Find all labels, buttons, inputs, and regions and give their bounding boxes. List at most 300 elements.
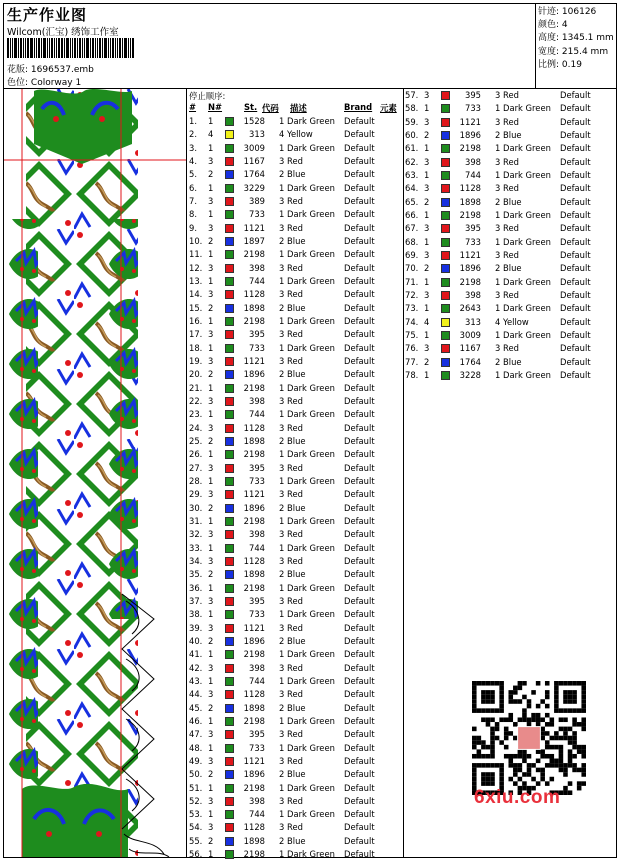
row-brand: Default — [560, 223, 591, 234]
color-swatch — [225, 357, 234, 366]
row-needle: 4 — [424, 316, 430, 327]
table-row — [189, 755, 399, 768]
row-brand: Default — [344, 569, 375, 580]
row-needle: 2 — [208, 702, 214, 713]
row-description: Blue — [287, 702, 306, 713]
table-row — [189, 195, 399, 208]
table-row — [189, 142, 399, 155]
row-index: 39. — [189, 622, 203, 633]
row-description: Blue — [287, 235, 306, 246]
row-code: 733 — [249, 609, 265, 620]
row-color-index: 3 — [279, 529, 285, 540]
row-description: Dark Green — [287, 449, 335, 460]
row-needle: 2 — [208, 769, 214, 780]
row-brand: Default — [344, 275, 375, 286]
color-swatch — [225, 290, 234, 299]
row-description: Dark Green — [287, 542, 335, 553]
row-description: Dark Green — [287, 409, 335, 420]
row-brand: Default — [344, 422, 375, 433]
color-swatch — [225, 170, 234, 179]
row-color-index: 3 — [495, 90, 501, 100]
color-swatch — [225, 157, 234, 166]
row-needle: 3 — [208, 755, 214, 766]
row-brand: Default — [344, 622, 375, 633]
row-code: 1896 — [243, 635, 265, 646]
row-needle: 1 — [208, 809, 214, 820]
table-row — [405, 116, 615, 129]
row-description: Red — [503, 223, 519, 234]
row-needle: 2 — [208, 169, 214, 180]
row-code: 395 — [249, 729, 265, 740]
color-swatch — [225, 330, 234, 339]
color-swatch — [225, 370, 234, 379]
row-brand: Default — [344, 729, 375, 740]
row-color-index: 2 — [279, 369, 285, 380]
stat-colors: 颜色: 4 — [538, 20, 568, 31]
row-description: Dark Green — [287, 809, 335, 820]
color-swatch — [225, 530, 234, 539]
row-color-index: 3 — [495, 249, 501, 260]
color-swatch — [225, 850, 234, 859]
color-swatch — [225, 464, 234, 473]
row-index: 1. — [189, 116, 197, 126]
table-row — [189, 648, 399, 661]
row-index: 35. — [189, 569, 203, 580]
row-description: Red — [287, 289, 303, 300]
row-needle: 1 — [208, 182, 214, 193]
color-swatch — [225, 584, 234, 593]
row-color-index: 1 — [495, 303, 501, 314]
row-brand: Default — [344, 435, 375, 446]
row-code: 1128 — [243, 689, 265, 700]
row-code: 1764 — [243, 169, 265, 180]
design-file-label: 花版: — [7, 65, 29, 75]
table-row — [189, 382, 399, 395]
row-index: 78. — [405, 369, 419, 380]
color-swatch — [225, 544, 234, 553]
row-index: 52. — [189, 795, 203, 806]
color-swatch — [225, 397, 234, 406]
row-description: Dark Green — [287, 142, 335, 153]
color-swatch — [225, 810, 234, 819]
row-code: 1121 — [243, 222, 265, 233]
row-brand: Default — [560, 156, 591, 167]
row-needle: 1 — [208, 382, 214, 393]
row-color-index: 2 — [279, 502, 285, 513]
row-needle: 2 — [424, 129, 430, 140]
row-brand: Default — [560, 289, 591, 300]
row-code: 2198 — [243, 782, 265, 793]
row-needle: 3 — [208, 329, 214, 340]
row-index: 46. — [189, 715, 203, 726]
row-code: 744 — [465, 169, 481, 180]
color-swatch — [225, 757, 234, 766]
table-row — [405, 222, 615, 235]
row-needle: 3 — [208, 355, 214, 366]
color-swatch — [441, 264, 450, 273]
row-description: Dark Green — [287, 715, 335, 726]
color-swatch — [441, 358, 450, 367]
row-description: Dark Green — [503, 276, 551, 287]
row-description: Dark Green — [503, 209, 551, 220]
row-brand: Default — [344, 262, 375, 273]
color-swatch — [441, 104, 450, 113]
row-brand: Default — [344, 249, 375, 260]
row-index: 47. — [189, 729, 203, 740]
row-needle: 3 — [208, 795, 214, 806]
row-code: 2198 — [459, 276, 481, 287]
row-code: 1896 — [243, 369, 265, 380]
row-index: 37. — [189, 595, 203, 606]
row-brand: Default — [344, 515, 375, 526]
design-file-name: 1696537.emb — [30, 65, 94, 75]
row-description: Blue — [287, 835, 306, 846]
row-brand: Default — [344, 755, 375, 766]
color-swatch — [441, 318, 450, 327]
color-swatch — [225, 224, 234, 233]
col-header-element: 元素 — [380, 103, 397, 113]
row-description: Dark Green — [287, 249, 335, 260]
row-code: 398 — [465, 156, 481, 167]
row-needle: 1 — [208, 409, 214, 420]
row-code: 1896 — [243, 769, 265, 780]
row-index: 69. — [405, 249, 419, 260]
row-description: Dark Green — [503, 329, 551, 340]
row-brand: Default — [344, 502, 375, 513]
row-index: 42. — [189, 662, 203, 673]
row-code: 744 — [249, 275, 265, 286]
row-brand: Default — [344, 849, 375, 860]
row-color-index: 1 — [495, 209, 501, 220]
row-code: 2198 — [459, 143, 481, 154]
row-color-index: 3 — [495, 223, 501, 234]
row-needle: 2 — [208, 302, 214, 313]
row-description: Dark Green — [503, 169, 551, 180]
color-swatch — [225, 517, 234, 526]
row-description: Blue — [287, 635, 306, 646]
row-code: 1128 — [243, 422, 265, 433]
row-color-index: 1 — [279, 342, 285, 353]
row-description: Red — [503, 183, 519, 194]
table-row — [189, 555, 399, 568]
row-needle: 1 — [208, 782, 214, 793]
row-description: Dark Green — [287, 382, 335, 393]
row-index: 43. — [189, 675, 203, 686]
color-swatch — [225, 210, 234, 219]
row-index: 7. — [189, 195, 197, 206]
row-index: 19. — [189, 355, 203, 366]
row-color-index: 1 — [279, 782, 285, 793]
table-row — [189, 355, 399, 368]
row-index: 11. — [189, 249, 203, 260]
table-row — [405, 342, 615, 355]
color-swatch — [225, 237, 234, 246]
col-header-code: 代码 — [262, 103, 279, 113]
row-brand: Default — [344, 582, 375, 593]
table-row — [189, 662, 399, 675]
row-description: Dark Green — [287, 609, 335, 620]
row-description: Dark Green — [503, 303, 551, 314]
row-description: Dark Green — [287, 849, 335, 860]
table-row — [189, 515, 399, 528]
row-color-index: 3 — [495, 183, 501, 194]
row-color-index: 2 — [279, 302, 285, 313]
row-index: 13. — [189, 275, 203, 286]
row-color-index: 3 — [279, 355, 285, 366]
row-index: 26. — [189, 449, 203, 460]
row-index: 44. — [189, 689, 203, 700]
row-index: 32. — [189, 529, 203, 540]
table-header-row — [189, 102, 402, 115]
color-swatch — [225, 650, 234, 659]
row-index: 17. — [189, 329, 203, 340]
row-brand: Default — [560, 236, 591, 247]
row-code: 1121 — [243, 622, 265, 633]
design-file-line — [7, 62, 94, 75]
row-needle: 3 — [208, 195, 214, 206]
row-color-index: 2 — [279, 169, 285, 180]
row-color-index: 3 — [279, 462, 285, 473]
row-needle: 2 — [208, 569, 214, 580]
row-code: 733 — [249, 342, 265, 353]
color-swatch — [441, 251, 450, 260]
color-swatch — [441, 238, 450, 247]
row-code: 1167 — [243, 155, 265, 166]
row-color-index: 1 — [279, 475, 285, 486]
row-code: 1528 — [243, 116, 265, 126]
row-brand: Default — [344, 809, 375, 820]
qr-logo-icon — [518, 727, 541, 750]
row-description: Red — [287, 555, 303, 566]
row-brand: Default — [344, 689, 375, 700]
row-index: 53. — [189, 809, 203, 820]
color-swatch — [225, 277, 234, 286]
row-code: 744 — [249, 542, 265, 553]
row-description: Red — [503, 289, 519, 300]
row-brand: Default — [344, 142, 375, 153]
row-brand: Default — [344, 795, 375, 806]
row-description: Blue — [503, 196, 522, 207]
color-swatch — [441, 224, 450, 233]
table-row — [189, 115, 399, 128]
row-needle: 3 — [424, 90, 430, 100]
row-description: Red — [287, 329, 303, 340]
row-brand: Default — [344, 649, 375, 660]
row-code: 1764 — [459, 356, 481, 367]
row-description: Red — [287, 355, 303, 366]
row-needle: 3 — [208, 262, 214, 273]
row-needle: 1 — [424, 169, 430, 180]
row-color-index: 2 — [495, 356, 501, 367]
row-needle: 2 — [424, 196, 430, 207]
table-row — [189, 448, 399, 461]
stat-width: 宽度: 215.4 mm — [538, 46, 609, 57]
row-index: 40. — [189, 635, 203, 646]
row-index: 24. — [189, 422, 203, 433]
table-row — [405, 356, 615, 369]
color-swatch — [225, 570, 234, 579]
row-index: 72. — [405, 289, 419, 300]
row-code: 313 — [465, 316, 481, 327]
color-swatch — [225, 304, 234, 313]
row-code: 2198 — [459, 209, 481, 220]
row-index: 33. — [189, 542, 203, 553]
table-row — [189, 488, 399, 501]
row-index: 58. — [405, 103, 419, 114]
row-code: 1896 — [459, 129, 481, 140]
row-color-index: 2 — [279, 235, 285, 246]
row-brand: Default — [344, 782, 375, 793]
row-brand: Default — [344, 329, 375, 340]
color-swatch — [441, 118, 450, 127]
row-needle: 3 — [208, 289, 214, 300]
row-code: 733 — [249, 475, 265, 486]
row-index: 14. — [189, 289, 203, 300]
row-needle: 3 — [208, 622, 214, 633]
color-swatch — [225, 490, 234, 499]
table-row — [189, 182, 399, 195]
row-color-index: 1 — [495, 329, 501, 340]
color-swatch — [225, 504, 234, 513]
row-index: 6. — [189, 182, 197, 193]
row-color-index: 1 — [279, 715, 285, 726]
row-code: 313 — [249, 129, 265, 140]
row-description: Red — [287, 662, 303, 673]
row-color-index: 1 — [279, 182, 285, 193]
row-brand: Default — [560, 356, 591, 367]
row-color-index: 1 — [495, 236, 501, 247]
row-description: Red — [287, 622, 303, 633]
color-swatch — [225, 784, 234, 793]
row-description: Red — [287, 595, 303, 606]
row-color-index: 1 — [279, 409, 285, 420]
col-header-brand: Brand — [344, 102, 373, 112]
row-brand: Default — [560, 276, 591, 287]
row-description: Blue — [287, 502, 306, 513]
row-color-index: 1 — [279, 515, 285, 526]
table-row — [405, 262, 615, 275]
row-color-index: 1 — [279, 315, 285, 326]
row-color-index: 1 — [279, 542, 285, 553]
row-color-index: 1 — [279, 209, 285, 220]
row-color-index: 3 — [279, 729, 285, 740]
color-swatch — [225, 117, 234, 126]
row-index: 23. — [189, 409, 203, 420]
color-swatch — [225, 677, 234, 686]
row-code: 2198 — [243, 315, 265, 326]
row-needle: 3 — [424, 223, 430, 234]
row-brand: Default — [344, 182, 375, 193]
row-needle: 1 — [208, 249, 214, 260]
table-row — [189, 208, 399, 221]
row-needle: 3 — [424, 156, 430, 167]
row-code: 733 — [249, 209, 265, 220]
row-code: 398 — [249, 529, 265, 540]
row-code: 2198 — [243, 582, 265, 593]
table-row — [405, 196, 615, 209]
colorway-label: 色位: — [7, 78, 29, 88]
row-description: Blue — [287, 435, 306, 446]
table-row — [189, 782, 399, 795]
row-index: 2. — [189, 129, 197, 140]
row-color-index: 3 — [495, 116, 501, 127]
row-index: 12. — [189, 262, 203, 273]
row-needle: 1 — [208, 715, 214, 726]
color-swatch — [225, 610, 234, 619]
row-color-index: 1 — [495, 276, 501, 287]
row-needle: 2 — [424, 356, 430, 367]
table-row — [405, 289, 615, 302]
row-brand: Default — [344, 155, 375, 166]
color-swatch — [225, 744, 234, 753]
column-divider-left — [186, 89, 187, 857]
row-color-index: 3 — [279, 395, 285, 406]
row-color-index: 3 — [279, 822, 285, 833]
row-needle: 3 — [208, 662, 214, 673]
row-color-index: 3 — [279, 555, 285, 566]
row-color-index: 1 — [495, 103, 501, 114]
row-description: Dark Green — [287, 782, 335, 793]
col-header-stop: St. — [244, 102, 258, 112]
table-row — [405, 316, 615, 329]
row-color-index: 3 — [279, 662, 285, 673]
color-swatch — [441, 131, 450, 140]
color-swatch — [441, 344, 450, 353]
row-description: Dark Green — [503, 369, 551, 380]
table-row — [189, 235, 399, 248]
row-brand: Default — [560, 116, 591, 127]
row-index: 16. — [189, 315, 203, 326]
row-brand: Default — [560, 183, 591, 194]
row-description: Red — [287, 795, 303, 806]
color-swatch — [225, 557, 234, 566]
row-description: Dark Green — [287, 675, 335, 686]
row-color-index: 1 — [279, 449, 285, 460]
row-index: 34. — [189, 555, 203, 566]
row-needle: 1 — [424, 143, 430, 154]
row-index: 55. — [189, 835, 203, 846]
embroidery-pattern-image — [4, 89, 187, 857]
row-brand: Default — [560, 90, 591, 100]
colorway-line — [7, 75, 81, 88]
row-brand: Default — [560, 103, 591, 114]
table-row — [405, 182, 615, 195]
row-code: 733 — [465, 236, 481, 247]
row-description: Dark Green — [287, 116, 335, 126]
row-code: 1167 — [459, 343, 481, 354]
table-row — [189, 608, 399, 621]
color-swatch — [225, 664, 234, 673]
row-description: Red — [503, 116, 519, 127]
table-row — [189, 222, 399, 235]
row-code: 3228 — [459, 369, 481, 380]
row-code: 398 — [465, 289, 481, 300]
row-brand: Default — [560, 249, 591, 260]
row-brand: Default — [344, 355, 375, 366]
row-description: Blue — [287, 569, 306, 580]
row-brand: Default — [344, 715, 375, 726]
table-row — [189, 342, 399, 355]
row-brand: Default — [344, 116, 375, 126]
table-row — [405, 142, 615, 155]
row-needle: 1 — [208, 742, 214, 753]
row-code: 398 — [249, 662, 265, 673]
row-index: 45. — [189, 702, 203, 713]
row-description: Red — [503, 249, 519, 260]
table-row — [405, 249, 615, 262]
row-color-index: 3 — [279, 329, 285, 340]
table-row — [189, 168, 399, 181]
